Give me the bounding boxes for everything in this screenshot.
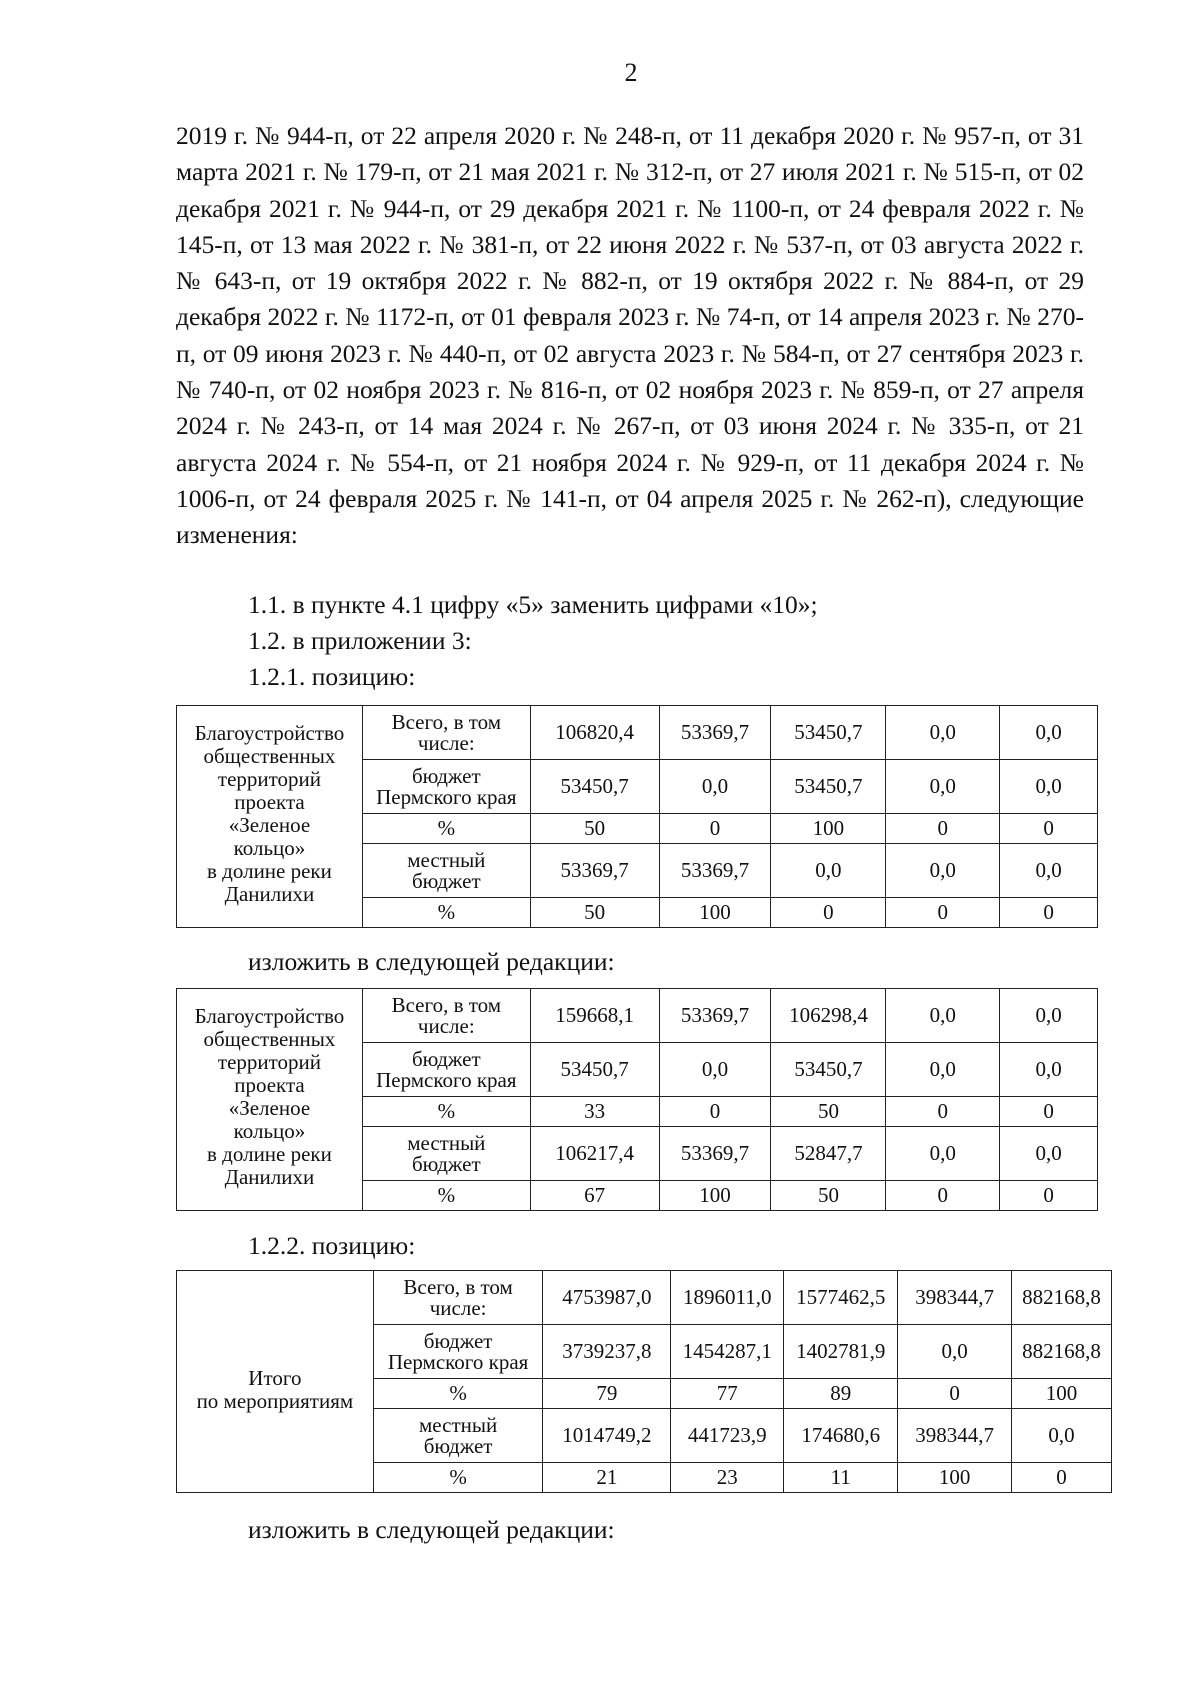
- funding-source-line: %: [449, 1465, 467, 1489]
- funding-source-cell: [362, 1127, 530, 1181]
- activity-name-line: Итого: [248, 1365, 302, 1390]
- activity-name-line: в долине реки: [207, 1142, 332, 1166]
- amount-cell: 0: [898, 1379, 1012, 1409]
- activity-name-line: проекта: [234, 1073, 305, 1097]
- amount-cell: 0: [1012, 1463, 1112, 1493]
- amount-cell: 0: [886, 1097, 1000, 1127]
- amount-cell: 106820,4: [530, 706, 659, 760]
- funding-source-line: Всего, в том: [403, 1274, 513, 1299]
- funding-source-cell: [362, 844, 530, 898]
- amount-cell: 89: [784, 1379, 898, 1409]
- item-1-2-1: 1.2.1. позицию:: [248, 662, 416, 691]
- amount-cell: 53450,7: [771, 760, 886, 814]
- amount-cell: 100: [659, 898, 771, 928]
- activity-name-line: кольцо»: [233, 1119, 306, 1143]
- amount-cell: 0: [886, 1181, 1000, 1211]
- amount-cell: 53450,7: [530, 760, 659, 814]
- amount-cell: 21: [543, 1463, 671, 1493]
- activity-name-line: общественных: [203, 1027, 336, 1051]
- amount-cell: 0,0: [886, 1043, 1000, 1097]
- amount-cell: 0: [771, 898, 886, 928]
- amendments-paragraph: 2019 г. № 944-п, от 22 апреля 2020 г. № 248-п, от 11 декабря 2020 г. № 957-п, от 31 марта 2021 г. № 179-п, от 21 мая 2021 г. № 312-п, от 27 июля 2021 г. № 515-п, от 02 декабря 2021 г. № 944-п, от 29 декабря 2021 г. № 1100-п, от 24 февраля 2022 г. № 145-п, от 13 мая 2022 г. № 381-п, от 22 июня 2022 г. № 537-п, от 03 августа 2022 г. № 643-п, от 19 октября 2022 г. № 882-п, от 19 октября 2022 г. № 884-п, от 29 декабря 2022 г. № 1172-п, от 01 февраля 2023 г. № 74-п, от 14 апреля 2023 г. № 270-п, от 09 июня 2023 г. № 440-п, от 02 августа 2023 г. № 584-п, от 27 сентября 2023 г. № 740-п, от 02 ноября 2023 г. № 816-п, от 02 ноября 2023 г. № 859-п, от 27 апреля 2024 г. № 243-п, от 14 мая 2024 г. № 267-п, от 03 июня 2024 г. № 335-п, от 21 августа 2024 г. № 554-п, от 21 ноября 2024 г. № 929-п, от 11 декабря 2024 г. № 1006-п, от 24 февраля 2025 г. № 141-п, от 04 апреля 2025 г. № 262-п), следующие изменения:: [176, 121, 1084, 550]
- funding-source-cell: [362, 1043, 530, 1097]
- amount-cell: 0,0: [1000, 1043, 1098, 1097]
- funding-source-line: числе:: [417, 730, 475, 755]
- funding-source-cell: [362, 706, 530, 760]
- amount-cell: 1577462,5: [784, 1271, 898, 1325]
- amount-cell: 398344,7: [898, 1271, 1012, 1325]
- funding-source-cell: [362, 989, 530, 1043]
- funding-source-line: числе:: [417, 1013, 475, 1038]
- activity-name-line: «Зеленое: [228, 1096, 311, 1120]
- amount-cell: 0,0: [1000, 1127, 1098, 1181]
- activity-name-line: «Зеленое: [228, 813, 311, 837]
- amount-cell: 882168,8: [1012, 1271, 1112, 1325]
- funding-source-line: %: [437, 816, 456, 840]
- activity-name-line: кольцо»: [233, 836, 306, 860]
- funding-source-cell: [362, 898, 530, 928]
- activity-name-cell: [177, 1271, 374, 1493]
- amount-cell: 0,0: [886, 706, 1000, 760]
- amount-cell: 0,0: [898, 1325, 1012, 1379]
- amount-cell: 0: [1000, 898, 1098, 928]
- funding-source-line: %: [449, 1381, 467, 1405]
- funding-source-cell: [373, 1325, 543, 1379]
- funding-source-line: числе:: [429, 1295, 487, 1320]
- table-totals-old: [176, 1270, 1112, 1493]
- amount-cell: 0,0: [659, 1043, 771, 1097]
- amount-cell: 100: [1012, 1379, 1112, 1409]
- amount-cell: 100: [771, 814, 886, 844]
- amount-cell: 0: [659, 814, 771, 844]
- amount-cell: 882168,8: [1012, 1325, 1112, 1379]
- amount-cell: 174680,6: [784, 1409, 898, 1463]
- table-row: [177, 989, 1098, 1043]
- funding-source-line: бюджет: [411, 1046, 481, 1071]
- amount-cell: 53369,7: [530, 844, 659, 898]
- amount-cell: 50: [530, 898, 659, 928]
- activity-name-cell: [177, 989, 363, 1211]
- amount-cell: 53369,7: [659, 706, 771, 760]
- amount-cell: 0,0: [886, 844, 1000, 898]
- table-position-old: [176, 705, 1098, 928]
- funding-source-cell: [362, 1181, 530, 1211]
- activity-name-line: по мероприятиям: [196, 1388, 354, 1413]
- funding-source-line: бюджет: [423, 1328, 493, 1353]
- amount-cell: 50: [530, 814, 659, 844]
- activity-name-line: общественных: [203, 744, 336, 768]
- amount-cell: 0: [1000, 1097, 1098, 1127]
- amount-cell: 0: [1000, 1181, 1098, 1211]
- item-1-1: 1.1. в пункте 4.1 цифру «5» заменить цифрами «10»;: [248, 590, 818, 619]
- amount-cell: 0: [659, 1097, 771, 1127]
- amount-cell: 106298,4: [771, 989, 886, 1043]
- amount-cell: 1454287,1: [671, 1325, 784, 1379]
- funding-source-cell: [362, 760, 530, 814]
- amount-cell: 0,0: [1000, 989, 1098, 1043]
- amount-cell: 1896011,0: [671, 1271, 784, 1325]
- funding-source-line: Всего, в том: [391, 709, 502, 734]
- restate-label-2: изложить в следующей редакции:: [248, 1515, 615, 1544]
- amount-cell: 159668,1: [530, 989, 659, 1043]
- amount-cell: 11: [784, 1463, 898, 1493]
- funding-source-line: %: [437, 1183, 456, 1207]
- amount-cell: 53450,7: [530, 1043, 659, 1097]
- amount-cell: 67: [530, 1181, 659, 1211]
- amount-cell: 53369,7: [659, 989, 771, 1043]
- amount-cell: 79: [543, 1379, 671, 1409]
- amount-cell: 1402781,9: [784, 1325, 898, 1379]
- amount-cell: 0: [886, 814, 1000, 844]
- activity-name-line: Благоустройство: [194, 721, 345, 745]
- amount-cell: 100: [898, 1463, 1012, 1493]
- amount-cell: 0,0: [886, 989, 1000, 1043]
- item-1-2-2: 1.2.2. позицию:: [248, 1231, 416, 1260]
- funding-source-line: %: [437, 900, 456, 924]
- amount-cell: 33: [530, 1097, 659, 1127]
- funding-source-line: бюджет: [411, 1151, 481, 1176]
- amount-cell: 3739237,8: [543, 1325, 671, 1379]
- amount-cell: 398344,7: [898, 1409, 1012, 1463]
- amount-cell: 0: [886, 898, 1000, 928]
- funding-source-cell: [373, 1463, 543, 1493]
- amount-cell: 53450,7: [771, 1043, 886, 1097]
- amount-cell: 4753987,0: [543, 1271, 671, 1325]
- amount-cell: 50: [771, 1181, 886, 1211]
- table-row: [177, 1271, 1112, 1325]
- activity-name-line: Данилихи: [224, 882, 315, 906]
- activity-name-line: в долине реки: [207, 859, 332, 883]
- page-number: 2: [624, 58, 638, 87]
- funding-source-line: местный: [407, 847, 486, 872]
- funding-source-cell: [373, 1271, 543, 1325]
- funding-source-line: бюджет: [423, 1433, 493, 1458]
- amount-cell: 53450,7: [771, 706, 886, 760]
- amount-cell: 50: [771, 1097, 886, 1127]
- activity-name-line: проекта: [234, 790, 305, 814]
- funding-source-cell: [362, 1097, 530, 1127]
- amount-cell: 0,0: [1012, 1409, 1112, 1463]
- amount-cell: 100: [659, 1181, 771, 1211]
- item-1-2: 1.2. в приложении 3:: [248, 626, 472, 655]
- activity-name-line: территорий: [217, 1050, 322, 1074]
- amount-cell: 53369,7: [659, 844, 771, 898]
- funding-source-line: %: [437, 1099, 456, 1123]
- table-position-new: [176, 988, 1098, 1211]
- funding-source-line: Пермского края: [376, 1067, 517, 1092]
- amount-cell: 0,0: [886, 1127, 1000, 1181]
- amount-cell: 0,0: [1000, 760, 1098, 814]
- funding-source-line: Всего, в том: [391, 992, 502, 1017]
- activity-name-line: территорий: [217, 767, 322, 791]
- activity-name-line: Данилихи: [224, 1165, 315, 1189]
- amount-cell: 0,0: [771, 844, 886, 898]
- amount-cell: 77: [671, 1379, 784, 1409]
- amount-cell: 0,0: [1000, 706, 1098, 760]
- table-row: [177, 706, 1098, 760]
- activity-name-cell: [177, 706, 363, 928]
- funding-source-line: местный: [419, 1412, 498, 1437]
- amount-cell: 106217,4: [530, 1127, 659, 1181]
- funding-source-cell: [373, 1409, 543, 1463]
- funding-source-line: местный: [407, 1130, 486, 1155]
- amount-cell: 52847,7: [771, 1127, 886, 1181]
- amount-cell: 1014749,2: [543, 1409, 671, 1463]
- amount-cell: 0,0: [886, 760, 1000, 814]
- restate-label-1: изложить в следующей редакции:: [248, 947, 615, 976]
- funding-source-line: бюджет: [411, 868, 481, 893]
- amount-cell: 441723,9: [671, 1409, 784, 1463]
- amount-cell: 53369,7: [659, 1127, 771, 1181]
- amount-cell: 0,0: [1000, 844, 1098, 898]
- funding-source-line: Пермского края: [387, 1349, 529, 1374]
- amount-cell: 0: [1000, 814, 1098, 844]
- funding-source-cell: [373, 1379, 543, 1409]
- funding-source-line: Пермского края: [376, 784, 517, 809]
- amount-cell: 23: [671, 1463, 784, 1493]
- amount-cell: 0,0: [659, 760, 771, 814]
- funding-source-cell: [362, 814, 530, 844]
- funding-source-line: бюджет: [411, 763, 481, 788]
- activity-name-line: Благоустройство: [194, 1004, 345, 1028]
